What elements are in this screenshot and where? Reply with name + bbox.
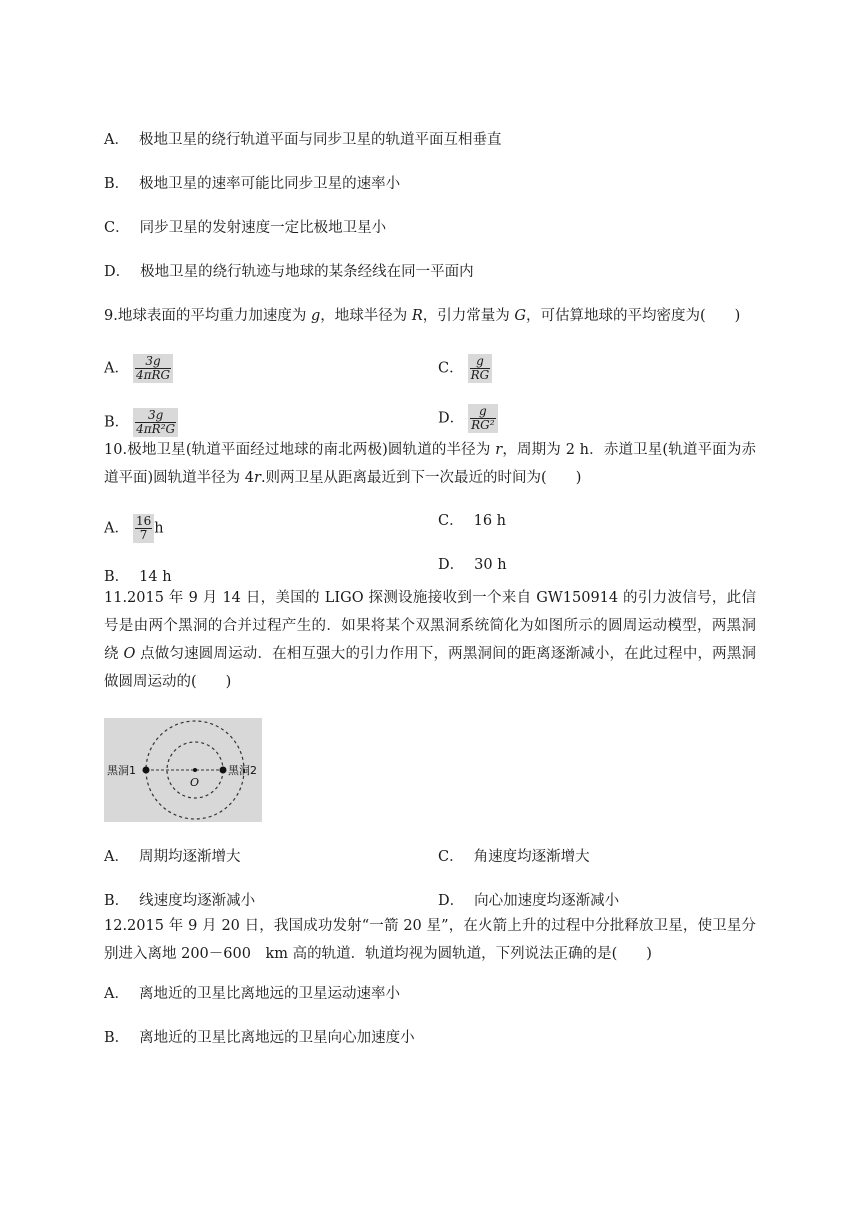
q9-option-c	[438, 354, 492, 383]
stem-text: 11.2015 年 9 月 14 日，美国的 LIGO 探测设施接收到一个来自 GW150914 的引力波信号，此信号是由两个黑洞的合并过程产生的．如果将某个双黑洞系统简化为如图所示的圆周运动模型，两黑洞绕	[104, 590, 756, 662]
q12-option-b	[104, 1028, 415, 1048]
binary-black-hole-figure	[104, 718, 262, 822]
option-letter: B．	[104, 893, 130, 909]
numerator: 16	[135, 514, 152, 528]
stem-text: 点做匀速圆周运动．在相互强大的引力作用下，两黑洞间的距离逐渐减小，在此过程中，两黑洞做圆周运动的( )	[104, 646, 757, 690]
q10-option-c	[438, 511, 506, 531]
denominator: 4πR²G	[136, 422, 176, 436]
fraction	[468, 354, 493, 383]
var-r: r	[254, 470, 261, 486]
stem-text: 10.极地卫星(轨道平面经过地球的南北两极)圆轨道的半径为	[104, 442, 496, 458]
option-text: 角速度均逐渐增大	[473, 849, 590, 865]
stem-text: ，地球半径为	[320, 308, 412, 324]
option-text: 离地近的卫星比离地远的卫星向心加速度小	[139, 1030, 415, 1046]
stem-text: ，引力常量为	[422, 308, 515, 324]
label-black-hole-2: 黑洞2	[228, 764, 257, 777]
denominator: 7	[139, 528, 148, 542]
q9-option-a	[104, 354, 173, 383]
q11-option-a	[104, 847, 240, 867]
option-text: 离地近的卫星比离地远的卫星运动速率小	[138, 986, 400, 1002]
option-letter: B．	[104, 176, 130, 192]
q12-option-a	[104, 984, 400, 1004]
option-letter: A．	[104, 360, 129, 377]
q8-option-c	[104, 218, 386, 238]
option-letter: C．	[438, 360, 464, 377]
label-black-hole-1: 黑洞1	[107, 764, 136, 777]
fraction	[133, 514, 154, 543]
option-letter: A．	[104, 520, 129, 537]
option-letter: D．	[438, 410, 465, 427]
option-letter: D．	[104, 264, 131, 280]
numerator: 3g	[135, 355, 171, 369]
denominator: RG²	[471, 418, 495, 432]
q8-option-b	[104, 174, 400, 194]
q10-stem	[104, 436, 756, 492]
stem-text: .则两卫星从距离最近到下一次最近的时间为( )	[260, 470, 582, 486]
option-text: 极地卫星的绕行轨迹与地球的某条经线在同一平面内	[140, 264, 474, 280]
center-o-dot	[193, 768, 197, 772]
q11-option-c	[438, 847, 590, 867]
q8-option-d	[104, 262, 474, 282]
stem-text: 9.地球表面的平均重力加速度为	[104, 308, 311, 324]
option-text: 16 h	[473, 513, 507, 529]
var-r: R	[411, 308, 423, 324]
option-text: 线速度均逐渐减小	[139, 893, 256, 909]
var-g-const: G	[514, 308, 526, 324]
option-text: 14 h	[139, 569, 172, 585]
option-letter: C．	[438, 849, 464, 865]
option-text: 同步卫星的发射速度一定比极地卫星小	[139, 220, 387, 236]
q9-option-d	[438, 404, 498, 433]
option-letter: D．	[438, 557, 465, 573]
q11-option-b	[104, 891, 255, 911]
stem-text: ，周期为 2 h．赤道卫星(轨道平面为赤道平面)圆轨道半径为 4	[104, 442, 756, 486]
q9-stem	[104, 306, 740, 326]
label-o: O	[190, 776, 200, 789]
option-letter: B．	[104, 414, 130, 431]
var-o: O	[123, 646, 136, 662]
var-g: g	[310, 308, 321, 324]
stem-text: 12.2015 年 9 月 20 日，我国成功发射“一箭 20 星”，在火箭上升的过程中分批释放卫星，使卫星分别进入离地 200－600 km 高的轨道．轨道均视为圆轨道，下列说法正确的是( )	[104, 918, 756, 962]
numerator: 3g	[135, 409, 176, 423]
numerator: g	[470, 405, 495, 419]
option-text: 极地卫星的绕行轨道平面与同步卫星的轨道平面互相垂直	[138, 132, 502, 148]
fraction	[133, 408, 178, 437]
q12-stem	[104, 912, 756, 968]
q9-option-b	[104, 408, 178, 437]
option-letter: C．	[438, 513, 464, 529]
option-letter: C．	[104, 220, 130, 236]
option-text: 周期均逐渐增大	[138, 849, 241, 865]
var-r: r	[495, 442, 503, 458]
fraction	[133, 354, 173, 383]
q11-option-d	[438, 891, 619, 911]
stem-text: ，可估算地球的平均密度为( )	[525, 308, 741, 324]
denominator: RG	[470, 368, 490, 382]
option-text: 30 h	[474, 557, 507, 573]
option-text: 向心加速度均逐渐减小	[474, 893, 620, 909]
q8-option-a	[104, 130, 501, 150]
denominator: 4πRG	[135, 368, 171, 382]
orbit-diagram	[104, 718, 262, 822]
option-letter: A．	[104, 132, 129, 148]
numerator: g	[470, 355, 491, 369]
black-hole-2-dot	[220, 767, 227, 774]
option-text: 极地卫星的速率可能比同步卫星的速率小	[139, 176, 401, 192]
option-letter: A．	[104, 849, 129, 865]
q10-option-d	[438, 555, 507, 575]
q11-stem	[104, 584, 756, 696]
option-letter: A．	[104, 986, 129, 1002]
option-letter: B．	[104, 569, 130, 585]
q10-option-a	[104, 514, 164, 543]
unit: h	[154, 520, 164, 537]
option-letter: D．	[438, 893, 465, 909]
black-hole-1-dot	[143, 767, 150, 774]
option-letter: B．	[104, 1030, 130, 1046]
fraction	[468, 404, 497, 433]
